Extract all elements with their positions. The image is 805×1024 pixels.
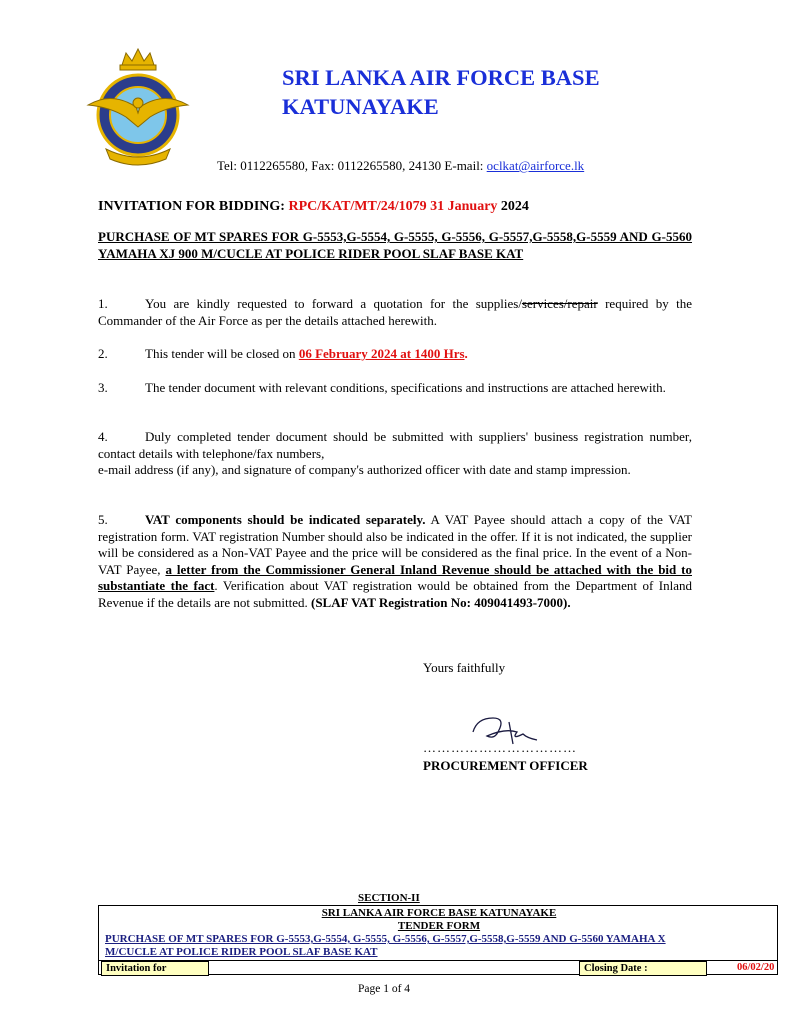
form-subject xyxy=(105,933,805,959)
contact-text: Tel: 0112265580, Fax: 0112265580, 24130 E-mail: xyxy=(217,158,487,173)
paragraph-number: 2. xyxy=(98,346,108,361)
paragraph-text: e-mail address (if any), and signature of company's authorized officer with date and stamp impression. xyxy=(98,462,631,477)
paragraph-text: You are kindly requested to forward a quotation for the supplies/ xyxy=(145,296,522,311)
struck-text: services/repair xyxy=(521,296,598,311)
invitation-label: INVITATION FOR BIDDING: xyxy=(98,199,289,214)
paragraph-text: . Verification about VAT registration would be obtained from the Department of Inland Revenue if the details are not submitted. xyxy=(98,578,692,610)
officer-title: PROCUREMENT OFFICER xyxy=(423,758,588,773)
contact-line xyxy=(217,158,584,174)
paragraph-number: 1. xyxy=(98,296,108,311)
closing-salutation: Yours faithfully xyxy=(423,660,506,675)
email-link[interactable]: oclkat@airforce.lk xyxy=(486,158,585,173)
organization-title-line1: SRI LANKA AIR FORCE BASE xyxy=(282,65,600,90)
paragraph-number: 3. xyxy=(98,380,108,395)
form-subject-line2: M/CUCLE AT POLICE RIDER POOL SLAF BASE KAT xyxy=(105,946,378,958)
paragraph-2 xyxy=(98,346,692,363)
paragraph-4 xyxy=(98,429,692,479)
paragraph-5 xyxy=(98,512,692,611)
section-label: SECTION-II xyxy=(358,892,420,904)
paragraph-number: 5. xyxy=(98,512,108,527)
closing-date-label-cell: Closing Date : xyxy=(579,961,707,976)
closing-date-value-cell: 06/02/20 xyxy=(737,962,775,973)
vat-heading: VAT components should be indicated separately. xyxy=(145,512,426,527)
invitation-year: 2024 xyxy=(497,199,529,214)
air-force-crest-logo xyxy=(86,47,190,167)
organization-title xyxy=(282,63,742,121)
paragraph-3 xyxy=(98,380,692,397)
invitation-for-cell: Invitation for xyxy=(101,961,209,976)
paragraph-text: . xyxy=(464,346,468,361)
tender-form-header-table xyxy=(98,905,778,975)
form-subject-line1: PURCHASE OF MT SPARES FOR G-5553,G-5554, G-5555, G-5556, G-5557,G-5558,G-5559 AND G-5560 YAMAHA X xyxy=(105,933,666,945)
vat-registration-number: (SLAF VAT Registration No: 409041493-7000). xyxy=(311,594,571,610)
organization-title-line2: KATUNAYAKE xyxy=(282,94,439,119)
paragraph-text: The tender document with relevant conditions, specifications and instructions are attached herewith. xyxy=(145,380,666,395)
invitation-reference: RPC/KAT/MT/24/1079 31 January xyxy=(288,199,498,214)
paragraph-text: required by the Commander of the Air Force as per the details attached herewith. xyxy=(98,296,692,328)
form-organization: SRI LANKA AIR FORCE BASE KATUNAYAKE xyxy=(321,907,557,919)
paragraph-1 xyxy=(98,296,692,329)
form-name: TENDER FORM xyxy=(397,920,481,932)
page-number: Page 1 of 4 xyxy=(357,983,411,995)
invitation-heading xyxy=(98,199,529,215)
paragraph-text: This tender will be closed on xyxy=(145,346,299,361)
closing-date-text: 06 February 2024 at 1400 Hrs xyxy=(298,346,465,361)
commissioner-letter-text: a letter from the Commissioner General Inland Revenue should be attached with the bid to substantiate the fact xyxy=(98,561,692,593)
signature-line: …………………………… xyxy=(423,740,577,755)
paragraph-number: 4. xyxy=(98,429,108,444)
paragraph-text: Duly completed tender document should be submitted with suppliers' business registration number, contact details with telephone/fax numbers, xyxy=(98,429,692,461)
paragraph-text: A VAT Payee should attach a copy of the VAT registration form. VAT registration Number should also be indicated in the offer. If it is not indicated, the supplier will be considered as a Non-VAT Payee and the price will be considered as the final price. In the event of a Non-VAT Payee, xyxy=(98,512,692,577)
subject-heading: PURCHASE OF MT SPARES FOR G-5553,G-5554, G-5555, G-5556, G-5557,G-5558,G-5559 AND G-5560 YAMAHA XJ 900 M/CUCLE AT POLICE RIDER POOL SLAF BASE KAT xyxy=(98,229,692,261)
